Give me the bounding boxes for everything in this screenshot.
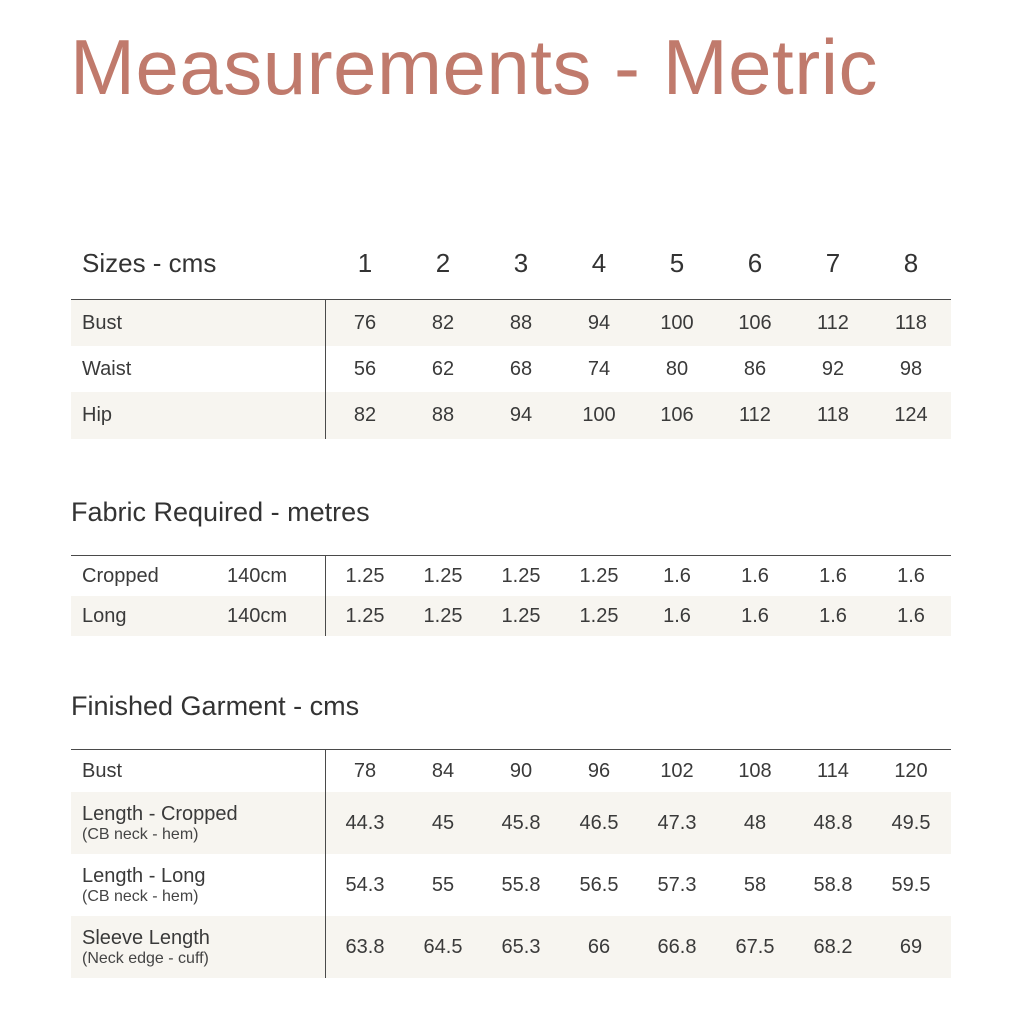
size-6-header: 6 (747, 248, 763, 278)
table-cell: 84 (431, 759, 455, 782)
row-label-cropped (71, 556, 326, 596)
table-cell: 49.5 (891, 811, 931, 834)
row-sublabel: (CB neck - hem) (82, 825, 199, 843)
row-label-length-cropped (71, 792, 326, 854)
table-cell: 59.5 (891, 873, 931, 896)
table-cell: 1.25 (345, 604, 385, 627)
table-cell: 45.8 (501, 811, 541, 834)
table-cell: 58.8 (813, 873, 853, 896)
row-sublabel: (CB neck - hem) (82, 887, 199, 905)
table-cell: 102 (660, 759, 694, 782)
size-3-header: 3 (513, 248, 529, 278)
fabric-table (71, 555, 951, 636)
table-cell: 1.6 (663, 604, 691, 627)
row-label: Length - Cropped (82, 802, 238, 825)
table-cell: 1.6 (663, 564, 691, 587)
size-7-header: 7 (825, 248, 841, 278)
table-cell: 55 (431, 873, 455, 896)
table-cell: 78 (353, 759, 377, 782)
table-row (71, 750, 951, 792)
garment-table (71, 749, 951, 978)
table-row (71, 792, 951, 854)
table-cell: 54.3 (345, 873, 385, 896)
table-cell: 86 (743, 357, 767, 380)
table-cell: 1.6 (819, 604, 847, 627)
table-cell: 56 (353, 357, 377, 380)
table-cell: 45 (431, 811, 455, 834)
table-cell: 124 (894, 404, 928, 426)
table-cell: 69 (899, 935, 923, 958)
table-cell: 1.6 (819, 564, 847, 587)
fabric-label: Long (82, 604, 127, 627)
size-5-header: 5 (669, 248, 685, 278)
table-cell: 96 (587, 759, 611, 782)
row-label-bust (71, 750, 326, 792)
page-title: Measurements - Metric (70, 23, 879, 111)
table-row (71, 854, 951, 916)
table-cell: 1.6 (741, 564, 769, 587)
table-cell: 100 (660, 311, 694, 334)
table-cell: 1.25 (579, 564, 619, 587)
table-cell: 44.3 (345, 811, 385, 834)
table-cell: 68.2 (813, 935, 853, 958)
table-cell: 55.8 (501, 873, 541, 896)
table-cell: 47.3 (657, 811, 697, 834)
table-cell: 64.5 (423, 935, 463, 958)
table-cell: 1.25 (423, 564, 463, 587)
size-1-header: 1 (357, 248, 373, 278)
sizes-header-label: Sizes - cms (82, 248, 217, 278)
table-cell: 1.6 (897, 564, 925, 587)
table-cell: 1.6 (741, 604, 769, 627)
table-cell: 68 (509, 357, 533, 380)
garment-heading: Finished Garment - cms (71, 691, 360, 721)
table-cell: 46.5 (579, 811, 619, 834)
table-cell: 74 (587, 357, 611, 380)
table-cell: 108 (738, 759, 772, 782)
row-label: Sleeve Length (82, 926, 210, 949)
size-4-header: 4 (591, 248, 607, 278)
table-row (71, 346, 951, 392)
table-cell: 57.3 (657, 873, 697, 896)
table-cell: 66 (587, 935, 611, 958)
table-cell: 1.25 (345, 564, 385, 587)
table-row (71, 556, 951, 596)
table-row (71, 300, 951, 346)
row-label: Length - Long (82, 864, 206, 887)
table-cell: 1.25 (423, 604, 463, 627)
fabric-width: 140cm (227, 604, 288, 627)
table-cell: 106 (660, 404, 694, 426)
table-cell: 67.5 (735, 935, 775, 958)
size-8-header: 8 (903, 248, 919, 278)
row-label-bust: Bust (71, 300, 326, 346)
table-cell: 112 (739, 404, 771, 426)
table-cell: 92 (821, 357, 845, 380)
table-cell: 1.6 (897, 604, 925, 627)
table-cell: 48 (743, 811, 767, 834)
table-cell: 1.25 (501, 564, 541, 587)
table-cell: 80 (665, 357, 689, 380)
table-cell: 120 (894, 759, 928, 782)
fabric-label: Cropped (82, 564, 159, 587)
table-cell: 100 (582, 404, 616, 426)
size-2-header: 2 (435, 248, 451, 278)
row-label-hip: Hip (71, 392, 326, 439)
table-cell: 90 (509, 759, 533, 782)
table-cell: 62 (431, 357, 455, 380)
row-label-long (71, 596, 326, 636)
table-cell: 56.5 (579, 873, 619, 896)
table-cell: 88 (509, 311, 533, 334)
table-cell: 114 (817, 759, 849, 782)
row-label-length-long (71, 854, 326, 916)
sizes-table (71, 299, 951, 439)
row-sublabel: (Neck edge - cuff) (82, 949, 209, 967)
table-row (71, 916, 951, 978)
fabric-heading: Fabric Required - metres (71, 497, 370, 527)
table-cell: 76 (353, 311, 377, 334)
table-cell: 1.25 (501, 604, 541, 627)
fabric-width: 140cm (227, 564, 288, 587)
table-cell: 66.8 (657, 935, 697, 958)
row-label: Bust (82, 759, 123, 782)
table-row (71, 392, 951, 439)
table-cell: 1.25 (579, 604, 619, 627)
table-cell: 94 (509, 404, 533, 426)
table-cell: 94 (587, 311, 611, 334)
sizes-header-row (71, 248, 951, 279)
row-label-waist: Waist (71, 346, 326, 392)
table-cell: 65.3 (501, 935, 541, 958)
table-cell: 88 (431, 404, 455, 426)
table-cell: 63.8 (345, 935, 385, 958)
row-label-sleeve-length (71, 916, 326, 978)
table-cell: 58 (743, 873, 767, 896)
table-cell: 82 (353, 404, 377, 426)
table-cell: 118 (895, 311, 927, 334)
table-cell: 98 (899, 357, 923, 380)
table-cell: 82 (431, 311, 455, 334)
table-cell: 112 (817, 311, 849, 334)
table-cell: 48.8 (813, 811, 853, 834)
table-cell: 106 (738, 311, 772, 334)
table-cell: 118 (817, 404, 849, 426)
table-row (71, 596, 951, 636)
